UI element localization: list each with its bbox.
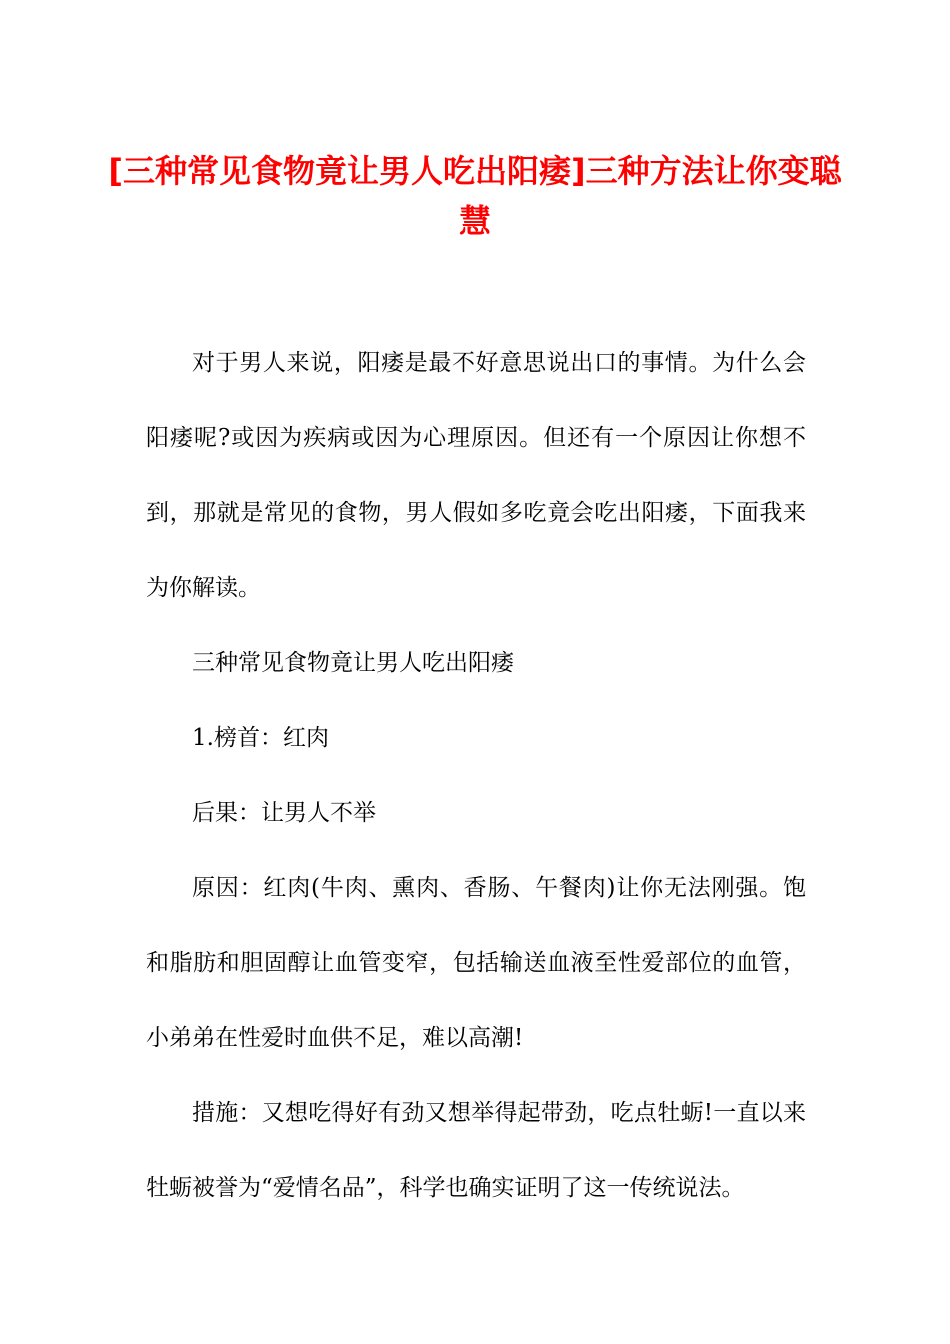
document-title: [三种常见食物竟让男人吃出阳痿]三种方法让你变聪慧 xyxy=(108,152,842,240)
paragraph-intro: 对于男人来说，阳痿是最不好意思说出口的事情。为什么会阳痿呢?或因为疾病或因为心理原因。但还有一个原因让你想不到，那就是常见的食物，男人假如多吃竟会吃出阳痿，下面我来为你解读。 xyxy=(146,350,806,601)
paragraph-item-1: 1.榜首：红肉 xyxy=(192,725,329,751)
paragraph-consequence: 后果：让男人不举 xyxy=(192,800,376,826)
paragraph-measure: 措施：又想吃得好有劲又想举得起带劲，吃点牡蛎!一直以来牡蛎被誉为“爱情名品”，科学也确实证明了这一传统说法。 xyxy=(146,1100,806,1201)
paragraph-reason: 原因：红肉(牛肉、熏肉、香肠、午餐肉)让你无法刚强。饱和脂肪和胆固醇让血管变窄，包括输送血液至性爱部位的血管，小弟弟在性爱时血供不足，难以高潮! xyxy=(146,875,806,1051)
document-body xyxy=(146,326,806,1226)
paragraph-section-heading: 三种常见食物竟让男人吃出阳痿 xyxy=(192,650,514,676)
